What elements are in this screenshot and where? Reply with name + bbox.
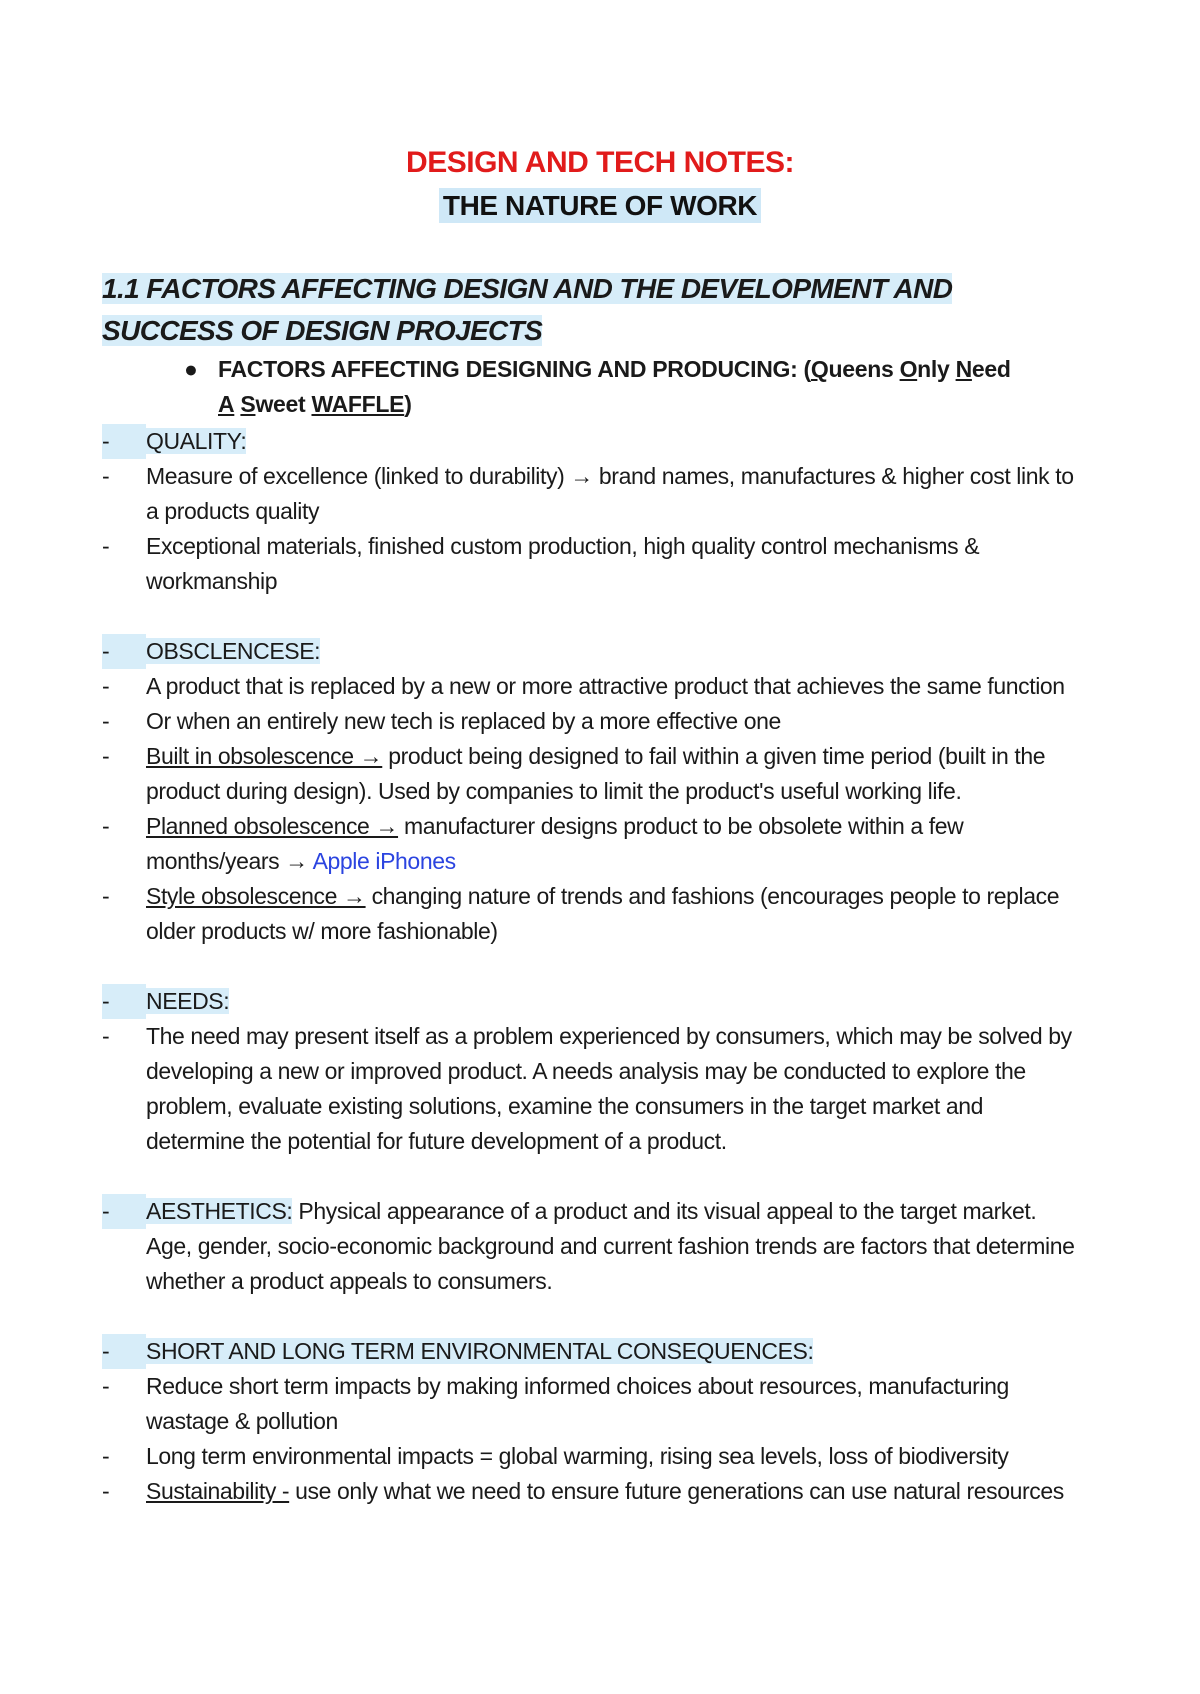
document-subtitle: THE NATURE OF WORK xyxy=(439,188,761,223)
factors-bullet xyxy=(184,352,1024,422)
list-item: - Measure of excellence (linked to durability) → brand names, manufactures & higher cost link to a products quality xyxy=(102,463,1074,524)
notes-list xyxy=(102,424,1082,1509)
list-item: - Exceptional materials, finished custom production, high quality control mechanisms & workmanship xyxy=(102,533,980,594)
subtitle-wrap xyxy=(0,190,1200,222)
list-item: - Long term environmental impacts = global warming, rising sea levels, loss of biodiversity xyxy=(102,1443,1009,1469)
list-item: - Built in obsolescence → product being designed to fail within a given time period (built in the product during design). Used by companies to limit the product's useful working life. xyxy=(102,743,1046,804)
list-item: - Or when an entirely new tech is replaced by a more effective one xyxy=(102,708,781,734)
section-heading-line2: SUCCESS OF DESIGN PROJECTS xyxy=(102,315,543,346)
dash-marker: - xyxy=(102,424,146,459)
factors-bullet-text: FACTORS AFFECTING DESIGNING AND PRODUCING: (Queens Only Need A Sweet WAFFLE) xyxy=(218,356,1011,417)
bullet-dot-icon: ● xyxy=(184,356,198,382)
list-item: - A product that is replaced by a new or more attractive product that achieves the same function xyxy=(102,673,1065,699)
list-item: - Sustainability - use only what we need to ensure future generations can use natural resources xyxy=(102,1478,1064,1504)
section-heading xyxy=(102,268,1002,352)
aesthetics-heading: - AESTHETICS: Physical appearance of a product and its visual appeal to the target market. Age, gender, socio-economic background and current fashion trends are factors that determine whether a product appeals to consumers. xyxy=(102,1194,1082,1299)
obsolescence-heading: - OBSCLENCESE: xyxy=(102,634,1082,669)
quality-heading: - QUALITY: xyxy=(102,424,1082,459)
environment-heading: - SHORT AND LONG TERM ENVIRONMENTAL CONSEQUENCES: xyxy=(102,1334,1082,1369)
needs-heading: - NEEDS: xyxy=(102,984,1082,1019)
list-item: - Reduce short term impacts by making informed choices about resources, manufacturing wastage & pollution xyxy=(102,1373,1009,1434)
list-item: - Planned obsolescence → manufacturer designs product to be obsolete within a few months/years → Apple iPhones xyxy=(102,813,964,874)
apple-iphones-link[interactable]: Apple iPhones xyxy=(312,848,456,874)
list-item: - Style obsolescence → changing nature of trends and fashions (encourages people to replace older products w/ more fashionable) xyxy=(102,883,1060,944)
document-title: DESIGN AND TECH NOTES: xyxy=(406,146,794,179)
section-heading-line1: 1.1 FACTORS AFFECTING DESIGN AND THE DEVELOPMENT AND xyxy=(102,273,953,304)
list-item: - The need may present itself as a problem experienced by consumers, which may be solved by developing a new or improved product. A needs analysis may be conducted to explore the problem, evaluate existing solutions, examine the consumers in the target market and determine the potential for future development of a product. xyxy=(102,1023,1072,1154)
